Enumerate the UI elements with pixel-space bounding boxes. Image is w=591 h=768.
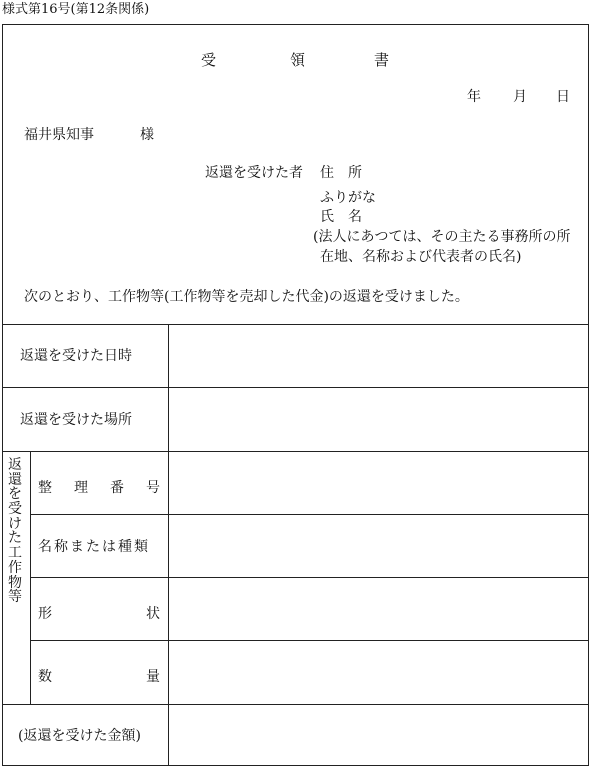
statement-text: 次のとおり、工作物等(工作物等を売却した代金)の返還を受けました。: [24, 289, 469, 305]
shape-value-cell[interactable]: [169, 578, 588, 640]
date-year-label: 年: [467, 89, 481, 105]
name-label: 氏 名: [320, 209, 362, 225]
title-char-1: 受: [201, 51, 217, 69]
row-label-name-or-type: 名称または種類: [38, 539, 150, 555]
row-label-amount: (返還を受けた金額): [18, 728, 141, 744]
title-char-3: 書: [374, 51, 390, 69]
group-label-returned-items: 返 還 を 受 け た 工 作 物 等: [8, 457, 22, 606]
row-label-shape: 形 状: [38, 606, 160, 622]
row-label-place: 返還を受けた場所: [20, 412, 132, 428]
addressee-name: 福井県知事: [24, 127, 94, 143]
reference-number-value-cell[interactable]: [169, 452, 588, 514]
title-char-2: 領: [290, 51, 306, 69]
group-column-divider: [30, 451, 31, 704]
form-number-label: 様式第16号(第12条関係): [2, 2, 150, 17]
addressee-honorific: 様: [140, 127, 154, 143]
row-label-quantity: 数 量: [38, 669, 160, 685]
corporation-note-line-1: (法人にあつては、その主たる事務所の所: [313, 229, 571, 245]
quantity-value-cell[interactable]: [169, 641, 588, 704]
amount-value-cell[interactable]: [169, 705, 588, 765]
corporation-note-line-2: 在地、名称および代表者の氏名): [320, 249, 522, 265]
date-month-label: 月: [513, 89, 527, 105]
address-label: 住 所: [320, 165, 362, 181]
place-value-cell[interactable]: [169, 388, 588, 451]
row-label-reference-number: 整 理 番 号: [38, 480, 160, 496]
datetime-value-cell[interactable]: [169, 325, 588, 387]
furigana-label: ふりがな: [320, 190, 376, 206]
receiver-label: 返還を受けた者: [205, 165, 303, 181]
row-label-datetime: 返還を受けた日時: [20, 348, 132, 364]
name-or-type-value-cell[interactable]: [169, 515, 588, 577]
date-day-label: 日: [556, 89, 570, 105]
